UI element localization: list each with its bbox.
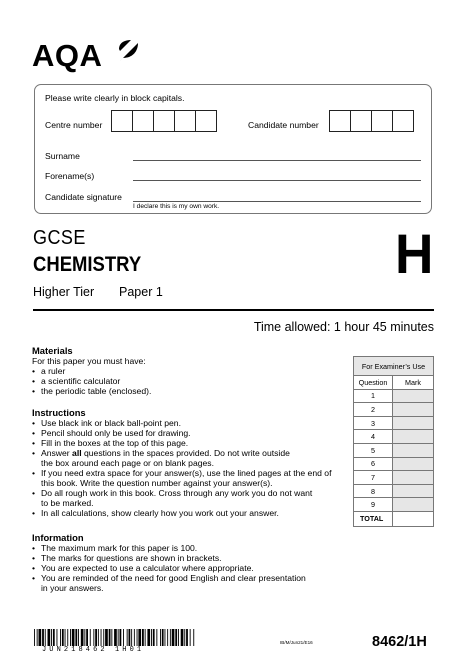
mark-cell — [393, 457, 434, 471]
barcode-bar — [67, 629, 68, 646]
examiner-table-heading: For Examiner’s Use — [354, 357, 434, 376]
centre-digit-box[interactable] — [174, 110, 196, 132]
qualification-title: GCSE — [33, 227, 86, 249]
materials-list — [32, 366, 332, 396]
barcode-bar — [123, 629, 124, 646]
barcode-bar — [172, 629, 175, 646]
centre-digit-box[interactable] — [195, 110, 217, 132]
centre-number-boxes[interactable] — [112, 110, 217, 132]
list-item: • a ruler — [32, 366, 332, 376]
question-number: 3 — [354, 416, 393, 430]
barcode-bar — [81, 629, 84, 646]
leaf-icon — [117, 39, 141, 63]
question-number: 5 — [354, 443, 393, 457]
barcode-bar — [193, 629, 194, 646]
tier-letter: H — [395, 222, 434, 285]
barcode-bar — [57, 629, 58, 646]
barcode-bar — [118, 629, 119, 646]
barcode-bar — [190, 629, 191, 646]
candidate-digit-box[interactable] — [350, 110, 372, 132]
tier-label: Higher Tier — [33, 285, 95, 299]
aqa-logo — [32, 38, 142, 74]
mark-cell — [393, 416, 434, 430]
list-item: • You are expected to use a calculator where appropriate. — [32, 563, 352, 573]
signature-label: Candidate signature — [45, 192, 122, 202]
list-item: • In all calculations, show clearly how you work out your answer. — [32, 508, 342, 518]
candidate-digit-box[interactable] — [371, 110, 393, 132]
list-item: • the periodic table (enclosed). — [32, 386, 332, 396]
question-number: 1 — [354, 389, 393, 403]
centre-digit-box[interactable] — [153, 110, 175, 132]
total-label: TOTAL — [354, 511, 393, 526]
total-mark-cell — [393, 511, 434, 526]
barcode-bar — [45, 629, 46, 646]
mark-cell — [393, 471, 434, 485]
candidate-digit-box[interactable] — [392, 110, 414, 132]
information-section — [32, 532, 352, 593]
barcode-bar — [156, 629, 157, 646]
barcode-bar — [165, 629, 166, 646]
list-item: • Answer all questions in the spaces provided. Do not write outside the box around each page or on blank pages. — [32, 448, 342, 468]
barcode-bar — [175, 629, 177, 646]
barcode-bar — [93, 629, 94, 646]
barcode-bar — [151, 629, 152, 646]
barcode-bar — [120, 629, 122, 646]
list-item: • If you need extra space for your answer(s), use the lined pages at the end of this book. Write the question number against your answer(s). — [32, 468, 342, 488]
mark-cell — [393, 498, 434, 512]
barcode-bar — [39, 629, 42, 646]
barcode-bar — [167, 629, 168, 646]
list-item: • Do all rough work in this book. Cross through any work you do not want to be marked. — [32, 488, 342, 508]
mark-column-header: Mark — [393, 376, 434, 390]
barcode-bar — [153, 629, 155, 646]
subject-title: CHEMISTRY — [33, 253, 142, 276]
barcode-bar — [78, 629, 79, 646]
barcode-bar — [51, 629, 52, 646]
mark-cell — [393, 484, 434, 498]
barcode — [34, 629, 196, 646]
paper-label: Paper 1 — [119, 285, 163, 299]
list-item: • The marks for questions are shown in brackets. — [32, 553, 352, 563]
forenames-label: Forename(s) — [45, 171, 95, 181]
instructions-list — [32, 418, 342, 518]
barcode-bar — [129, 629, 131, 646]
barcode-bar — [101, 629, 102, 646]
candidate-details-box — [34, 84, 432, 214]
list-item: • The maximum mark for this paper is 100. — [32, 543, 352, 553]
materials-section — [32, 345, 332, 396]
question-number: 8 — [354, 484, 393, 498]
block-capitals-instruction: Please write clearly in block capitals. — [45, 93, 185, 103]
question-number: 4 — [354, 430, 393, 444]
barcode-bar — [98, 629, 99, 646]
candidate-number-boxes[interactable] — [330, 110, 414, 132]
candidate-digit-box[interactable] — [329, 110, 351, 132]
instructions-section — [32, 407, 342, 518]
barcode-bar — [90, 629, 91, 646]
materials-heading: Materials — [32, 345, 73, 356]
mark-cell — [393, 430, 434, 444]
logo-text: AQA — [32, 38, 103, 73]
list-item: • a scientific calculator — [32, 376, 332, 386]
materials-intro: For this paper you must have: — [32, 356, 146, 366]
barcode-bar — [48, 629, 51, 646]
barcode-bar — [111, 629, 112, 646]
question-number: 2 — [354, 403, 393, 417]
barcode-bar — [138, 629, 141, 646]
paper-code: 8462/1H — [372, 634, 427, 650]
barcode-bar — [103, 629, 104, 646]
question-number: 7 — [354, 471, 393, 485]
centre-number-label: Centre number — [45, 120, 103, 130]
centre-digit-box[interactable] — [132, 110, 154, 132]
barcode-bar — [70, 629, 71, 646]
mark-cell — [393, 403, 434, 417]
barcode-bar — [184, 629, 185, 646]
barcode-bar — [62, 629, 64, 646]
form-code: IB/M/Jun21/E16 — [280, 640, 313, 645]
barcode-bar — [109, 629, 111, 646]
barcode-bar — [181, 629, 184, 646]
barcode-bar — [137, 629, 138, 646]
candidate-number-label: Candidate number — [248, 120, 319, 130]
list-item: • Fill in the boxes at the top of this page. — [32, 438, 342, 448]
barcode-bar — [86, 629, 88, 646]
question-number: 6 — [354, 457, 393, 471]
declaration-text: I declare this is my own work. — [133, 203, 220, 210]
barcode-bar — [114, 629, 117, 646]
barcode-bar — [65, 629, 66, 646]
examiner-use-table — [353, 356, 434, 527]
surname-label: Surname — [45, 151, 80, 161]
barcode-bar — [53, 629, 55, 646]
barcode-bar — [37, 629, 38, 646]
barcode-bar — [127, 629, 128, 646]
barcode-bar — [147, 629, 150, 646]
barcode-bar — [145, 629, 146, 646]
mark-cell — [393, 389, 434, 403]
barcode-bar — [178, 629, 179, 646]
barcode-bar — [42, 629, 44, 646]
barcode-bar — [142, 629, 144, 646]
question-number: 9 — [354, 498, 393, 512]
barcode-bar — [186, 629, 188, 646]
forenames-field[interactable] — [133, 180, 421, 181]
barcode-bar — [75, 629, 77, 646]
list-item: • Use black ink or black ball-point pen. — [32, 418, 342, 428]
time-allowed: Time allowed: 1 hour 45 minutes — [253, 320, 434, 334]
barcode-bar — [170, 629, 171, 646]
list-item: • You are reminded of the need for good English and clear presentation in your answers. — [32, 573, 352, 593]
barcode-bar — [72, 629, 75, 646]
title-divider — [33, 309, 434, 311]
information-list — [32, 543, 352, 593]
barcode-bar — [162, 629, 164, 646]
barcode-bar — [160, 629, 161, 646]
barcode-bar — [34, 629, 35, 646]
barcode-bar — [131, 629, 132, 646]
information-heading: Information — [32, 532, 84, 543]
surname-field[interactable] — [133, 160, 421, 161]
barcode-bar — [105, 629, 108, 646]
list-item: • Pencil should only be used for drawing. — [32, 428, 342, 438]
centre-digit-box[interactable] — [111, 110, 133, 132]
barcode-bar — [95, 629, 97, 646]
barcode-bar — [134, 629, 135, 646]
mark-cell — [393, 443, 434, 457]
barcode-text: JUN218462 1H01 — [42, 646, 145, 654]
barcode-bar — [84, 629, 85, 646]
signature-field[interactable] — [133, 201, 421, 202]
barcode-bar — [60, 629, 61, 646]
question-column-header: Question — [354, 376, 393, 390]
instructions-heading: Instructions — [32, 407, 86, 418]
